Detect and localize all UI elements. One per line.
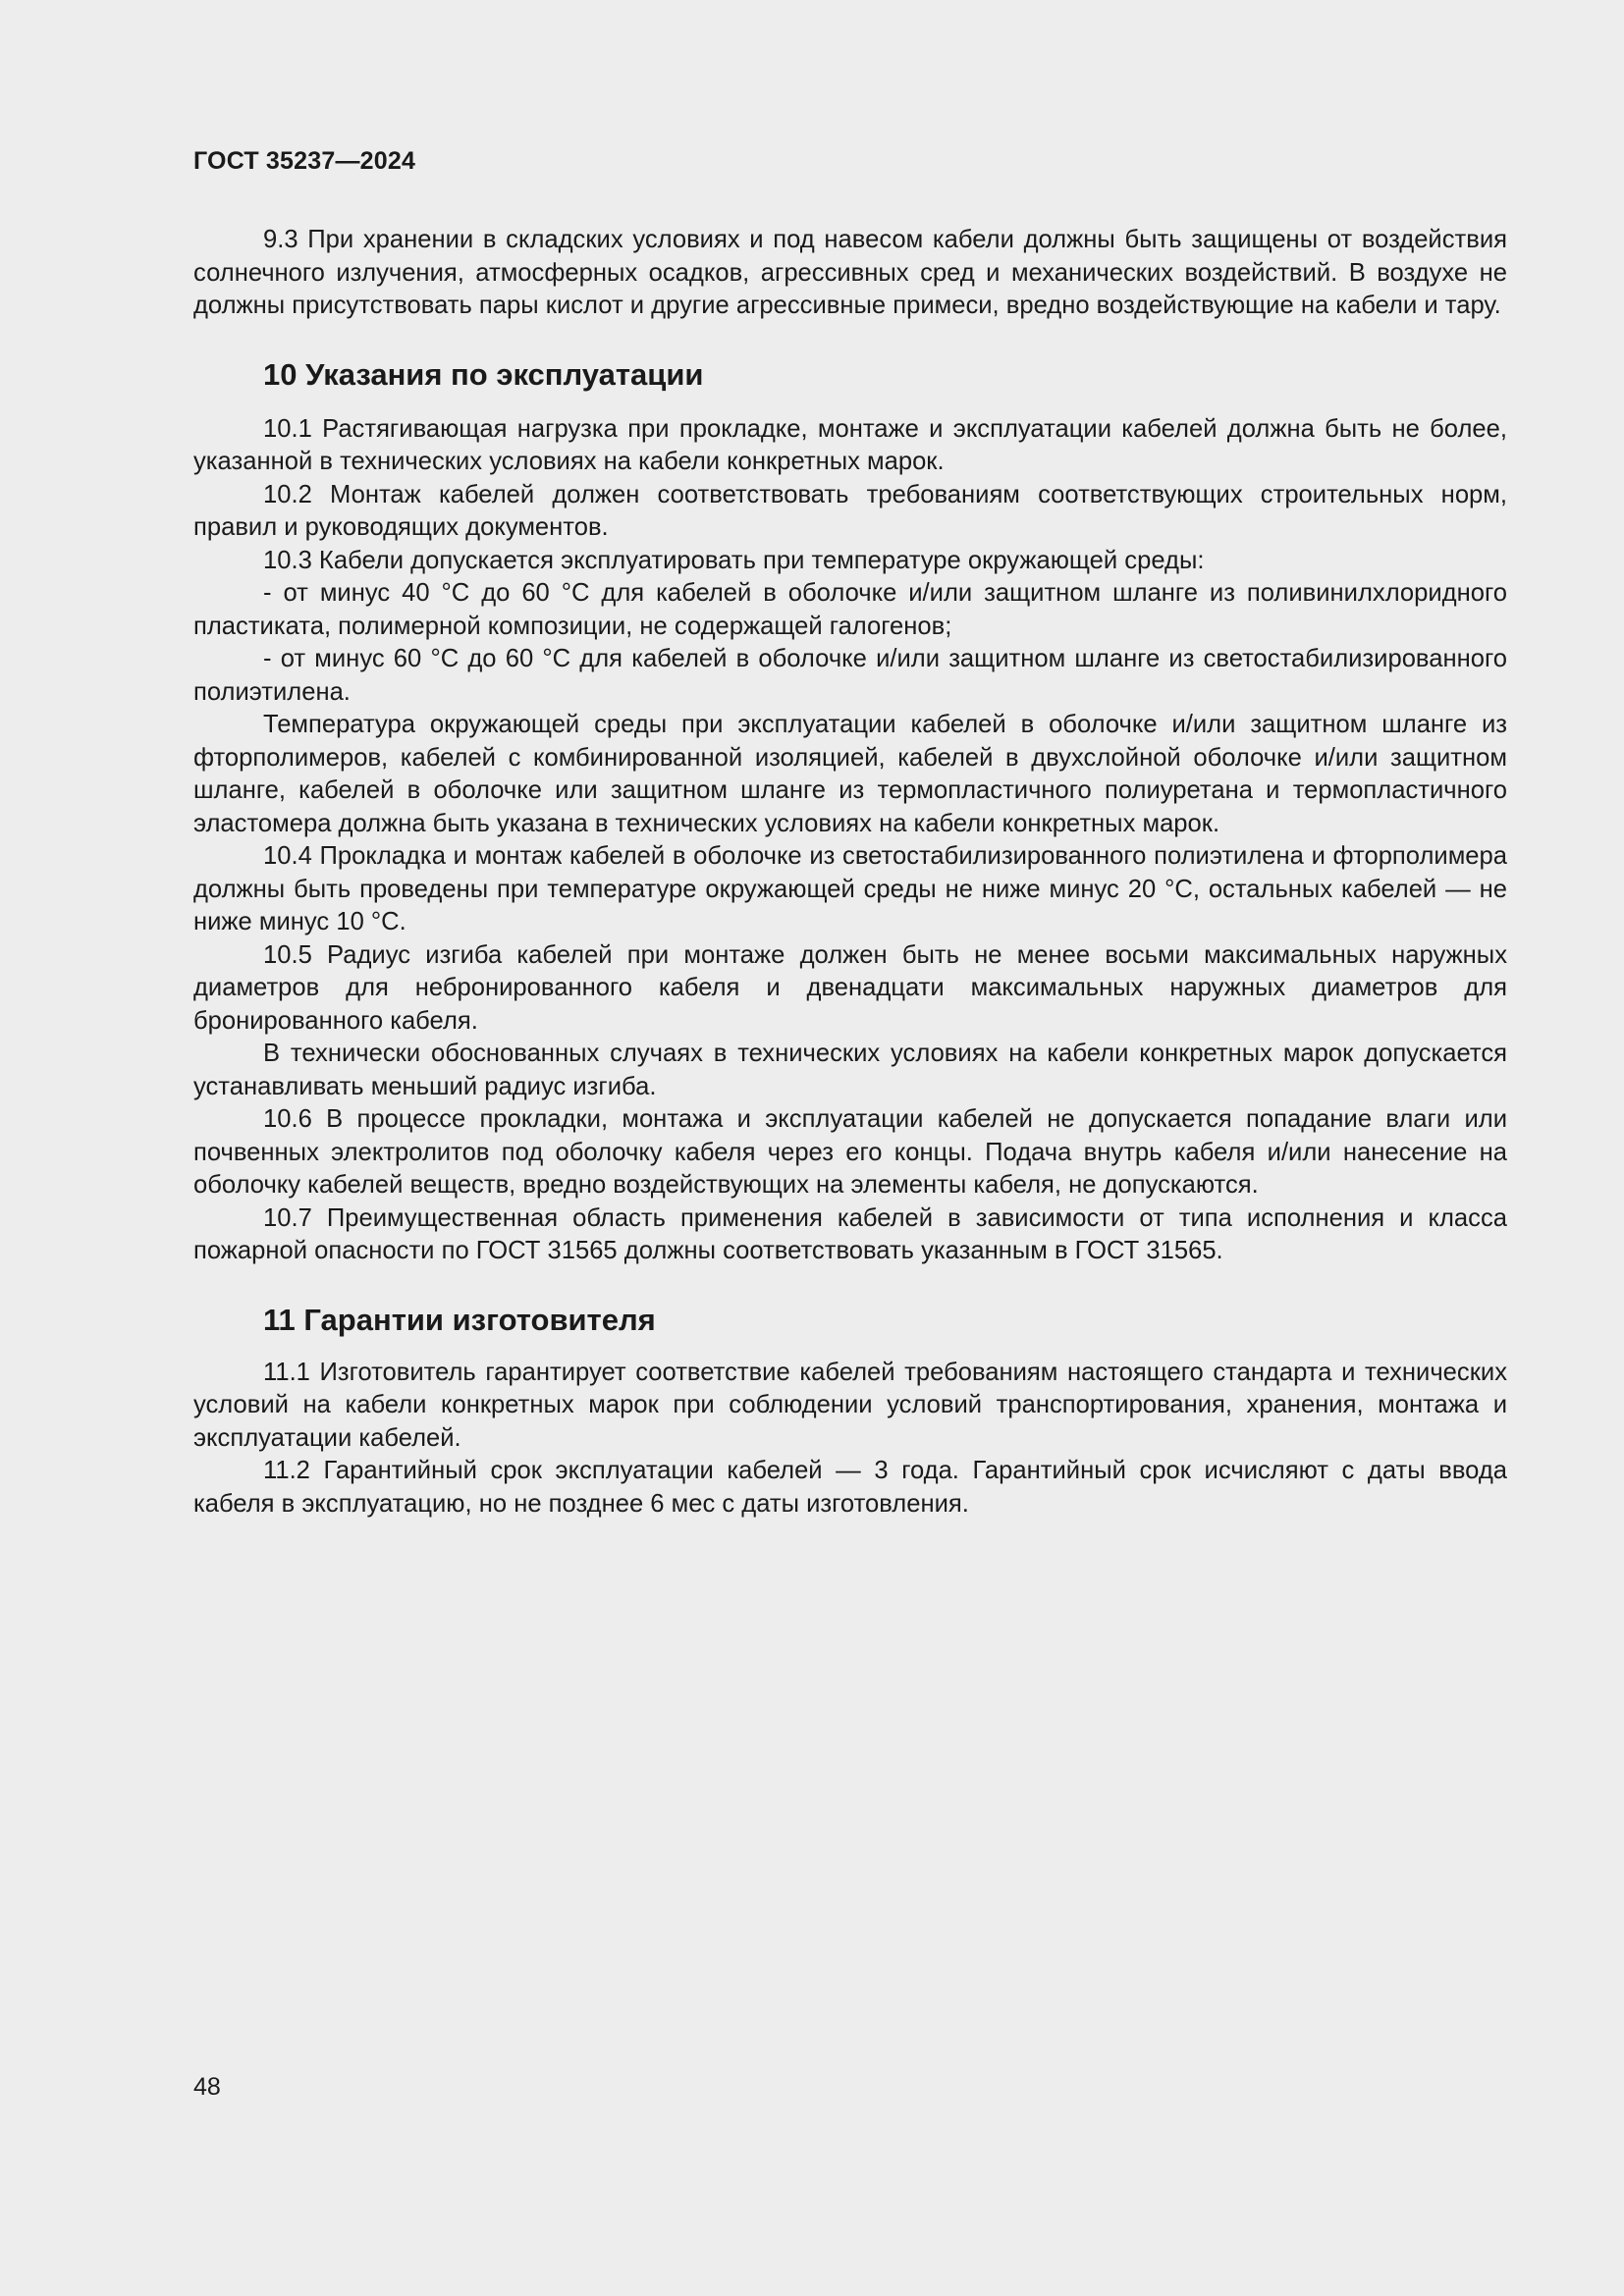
list-item-temperature-pvc: - от минус 40 °С до 60 °С для кабелей в оболочке и/или защитном шланге из поливинилхлоридного пластиката, полимерной композиции, не содержащей галогенов; xyxy=(193,579,1507,640)
paragraph-9-3: 9.3 При хранении в складских условиях и под навесом кабели должны быть защищены от воздействия солнечного излучения, атмосферных осадков, агрессивных сред и механических воздействий. В воздухе не должны присутствовать пары кислот и другие агрессивные примеси, вредно воздействующие на кабели и тару. xyxy=(193,226,1507,319)
paragraph-10-6: 10.6 В процессе прокладки, монтажа и эксплуатации кабелей не допускается попадание влаги или почвенных электролитов под оболочку кабеля через его концы. Подача внутрь кабеля и/или нанесение на оболочку кабелей веществ, вредно воздействующих на элементы кабеля, не допускаются. xyxy=(193,1105,1507,1199)
list-item-temperature-polyethylene: - от минус 60 °С до 60 °С для кабелей в оболочке и/или защитном шланге из светостабилизированного полиэтилена. xyxy=(193,645,1507,706)
paragraph-10-1: 10.1 Растягивающая нагрузка при прокладке, монтаже и эксплуатации кабелей должна быть не более, указанной в технических условиях на кабели конкретных марок. xyxy=(193,414,1507,475)
paragraph-10-5-note: В технически обоснованных случаях в технических условиях на кабели конкретных марок допускается устанавливать меньший радиус изгиба. xyxy=(193,1040,1507,1100)
section-11-heading: 11 Гарантии изготовителя xyxy=(263,1302,656,1337)
paragraph-10-3-note: Температура окружающей среды при эксплуатации кабелей в оболочке и/или защитном шланге из фторполимеров, кабелей с комбинированной изоляцией, кабелей в двухслойной оболочке и/или защитном шланге, кабелей в оболочке или защитном шланге из термопластичного полиуретана и термопластичного эластомера должна быть указана в технических условиях на кабели конкретных марок. xyxy=(193,711,1507,837)
paragraph-10-2: 10.2 Монтаж кабелей должен соответствовать требованиям соответствующих строительных норм, правил и руководящих документов. xyxy=(193,480,1507,541)
paragraph-11-2: 11.2 Гарантийный срок эксплуатации кабелей — 3 года. Гарантийный срок исчисляют с даты ввода кабеля в эксплуатацию, но не позднее 6 мес с даты изготовления. xyxy=(193,1457,1507,1518)
paragraph-10-5: 10.5 Радиус изгиба кабелей при монтаже должен быть не менее восьми максимальных наружных диаметров для небронированного кабеля и двенадцати максимальных наружных диаметров для бронированного кабеля. xyxy=(193,940,1507,1035)
section-10-heading: 10 Указания по эксплуатации xyxy=(263,356,704,392)
page-number: 48 xyxy=(193,2073,221,2101)
paragraph-10-7: 10.7 Преимущественная область применения кабелей в зависимости от типа исполнения и класса пожарной опасности по ГОСТ 31565 должны соответствовать указанным в ГОСТ 31565. xyxy=(193,1203,1507,1264)
page-content xyxy=(193,224,1507,1521)
document-code-header: ГОСТ 35237—2024 xyxy=(193,147,416,175)
paragraph-10-3: 10.3 Кабели допускается эксплуатировать при температуре окружающей среды: xyxy=(263,546,1205,574)
paragraph-10-4: 10.4 Прокладка и монтаж кабелей в оболочке из светостабилизированного полиэтилена и фторполимера должны быть проведены при температуре окружающей среды не ниже минус 20 °С, остальных кабелей — не ниже минус 10 °С. xyxy=(193,842,1507,935)
paragraph-11-1: 11.1 Изготовитель гарантирует соответствие кабелей требованиям настоящего стандарта и технических условий на кабели конкретных марок при соблюдении условий транспортирования, хранения, монтажа и эксплуатации кабелей. xyxy=(193,1358,1507,1452)
